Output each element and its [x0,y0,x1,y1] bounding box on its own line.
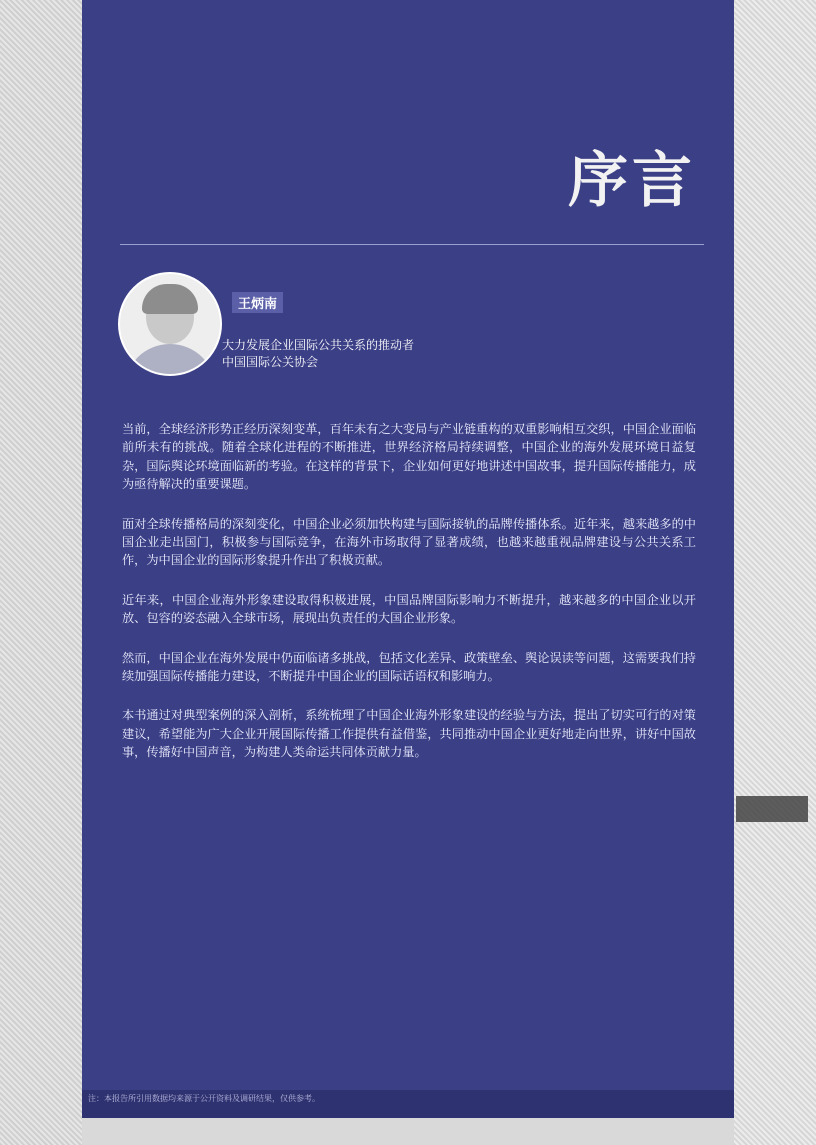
author-title: 大力发展企业国际公共关系的推动者 [222,338,415,352]
author-avatar [118,272,222,376]
margin-decoration [736,796,808,822]
paragraph: 近年来，中国企业海外形象建设取得积极进展，中国品牌国际影响力不断提升，越来越多的中国企业以开放、包容的姿态融入全球市场，展现出负责任的大国企业形象。 [122,592,696,626]
author-name: 王炳南 [232,292,283,313]
page-title: 序言 [568,146,696,216]
author-info [222,292,415,371]
title-divider [120,244,704,245]
footnote: 注：本报告所引用数据均来源于公开资料及调研结果，仅供参考。 [88,1094,320,1103]
footer-band [82,1090,734,1118]
author-organization: 中国国际公关协会 [222,355,319,369]
paragraph: 本书通过对典型案例的深入剖析，系统梳理了中国企业海外形象建设的经验与方法，提出了切实可行的对策建议，希望能为广大企业开展国际传播工作提供有益借鉴，共同推动中国企业更好地走向世界，讲好中国故事，传播好中国声音，为构建人类命运共同体贡献力量。 [122,708,696,760]
right-margin-texture [734,0,816,1145]
paragraph: 面对全球传播格局的深刻变化，中国企业必须加快构建与国际接轨的品牌传播体系。近年来，越来越多的中国企业走出国门，积极参与国际竞争，在海外市场取得了显著成绩，也越来越重视品牌建设与公共关系工作，为中国企业的国际形象提升作出了积极贡献。 [122,516,696,568]
paragraph: 然而，中国企业在海外发展中仍面临诸多挑战，包括文化差异、政策壁垒、舆论误读等问题，这需要我们持续加强国际传播能力建设，不断提升中国企业的国际话语权和影响力。 [122,650,696,684]
left-margin-texture [0,0,82,1145]
paragraph: 当前，全球经济形势正经历深刻变革，百年未有之大变局与产业链重构的双重影响相互交织，中国企业面临前所未有的挑战。随着全球化进程的不断推进，世界经济格局持续调整，中国企业的海外发展环境日益复杂，国际舆论环境面临新的考验。在这样的背景下，企业如何更好地讲述中国故事，提升国际传播能力，成为亟待解决的重要课题。 [122,422,696,492]
preface-body [122,420,696,783]
preface-panel [82,0,734,1090]
